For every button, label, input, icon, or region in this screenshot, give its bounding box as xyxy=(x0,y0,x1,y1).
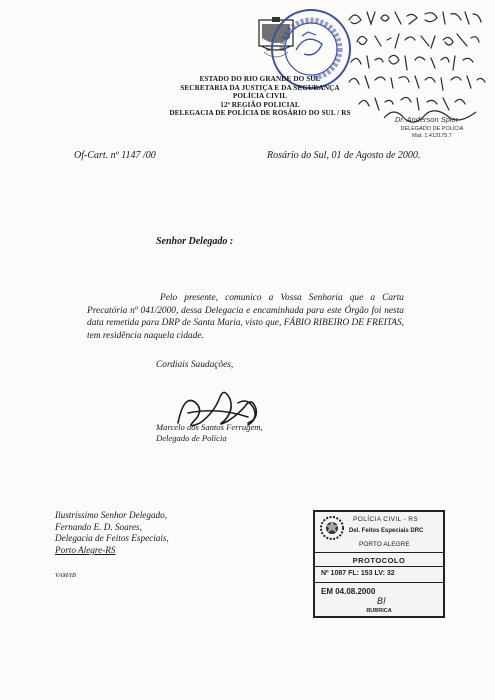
letter-date: Rosário do Sul, 01 de Agosto de 2000. xyxy=(267,150,421,161)
addressee-line4: Porto Alegre-RS xyxy=(55,545,116,556)
protocol-agency: POLÍCIA CIVIL - RS xyxy=(353,516,419,523)
protocol-department: Del. Feitos Especiais DRC xyxy=(349,528,424,534)
protocol-initial: Bl xyxy=(377,597,386,607)
letterhead-office: DELEGACIA DE POLÍCIA DE ROSÁRIO DO SUL / RS xyxy=(169,109,351,118)
addressee-line3: Delegacia de Feitos Especiais, xyxy=(55,533,169,544)
letterhead-state: ESTADO DO RIO GRANDE DO SUL xyxy=(199,75,321,83)
addressee-line1: Ilustríssimo Senhor Delegado, xyxy=(55,510,168,520)
protocol-rubrica: RUBRICA xyxy=(366,608,392,614)
signer-name: Marcelo dos Santos Ferrugem, xyxy=(156,422,263,432)
chief-title xyxy=(400,126,464,139)
protocol-numbers: Nº 1087 FL: 153 LV: 32 xyxy=(321,570,395,577)
letter-body: Pelo presente, comunico a Vossa Senhoria que a Carta Precatória nº 041/2000, dessa Delegacia e encaminhada para este Órgão foi nesta data remetida para DRP de Santa Maria, visto que, FÁBIO RIBEIRO DE FREITAS, tem residência naquela cidade. xyxy=(87,293,404,341)
letter-salutation: Senhor Delegado : xyxy=(156,236,234,247)
protocol-divider xyxy=(315,566,443,567)
chief-title-line2: Mat. 1.413175.7 xyxy=(412,132,452,139)
protocol-divider xyxy=(315,582,443,583)
letter-closing: Cordiais Saudações, xyxy=(156,360,234,370)
signer-title: Delegado de Polícia xyxy=(156,433,227,443)
protocol-heading: PROTOCOLO xyxy=(352,556,406,565)
letterhead xyxy=(120,75,400,118)
police-badge-icon xyxy=(319,515,345,541)
protocol-stamp xyxy=(313,510,445,618)
typist-initials: VAM/IB xyxy=(55,572,76,579)
chief-title-line1: DELEGADO DE POLÍCIA xyxy=(400,126,464,132)
signer-block xyxy=(156,422,263,444)
addressee-line2: Fernando E. D. Soares, xyxy=(55,521,142,532)
letterhead-secretariat: SECRETARIA DA JUSTIÇA E DA SEGURANÇA xyxy=(180,83,340,92)
addressee-block xyxy=(55,510,169,557)
chief-name: Dr. Anderson Spier xyxy=(395,115,459,124)
protocol-city: PORTO ALEGRE xyxy=(359,541,410,548)
letterhead-region: 12ª REGIÃO POLICIAL xyxy=(220,100,300,109)
protocol-received-date: EM 04.08.2000 xyxy=(321,587,376,596)
protocol-divider xyxy=(315,552,443,553)
letterhead-police: POLÍCIA CIVIL xyxy=(232,92,288,101)
letter-reference: Of-Cart. nº 1147 /00 xyxy=(74,150,156,161)
